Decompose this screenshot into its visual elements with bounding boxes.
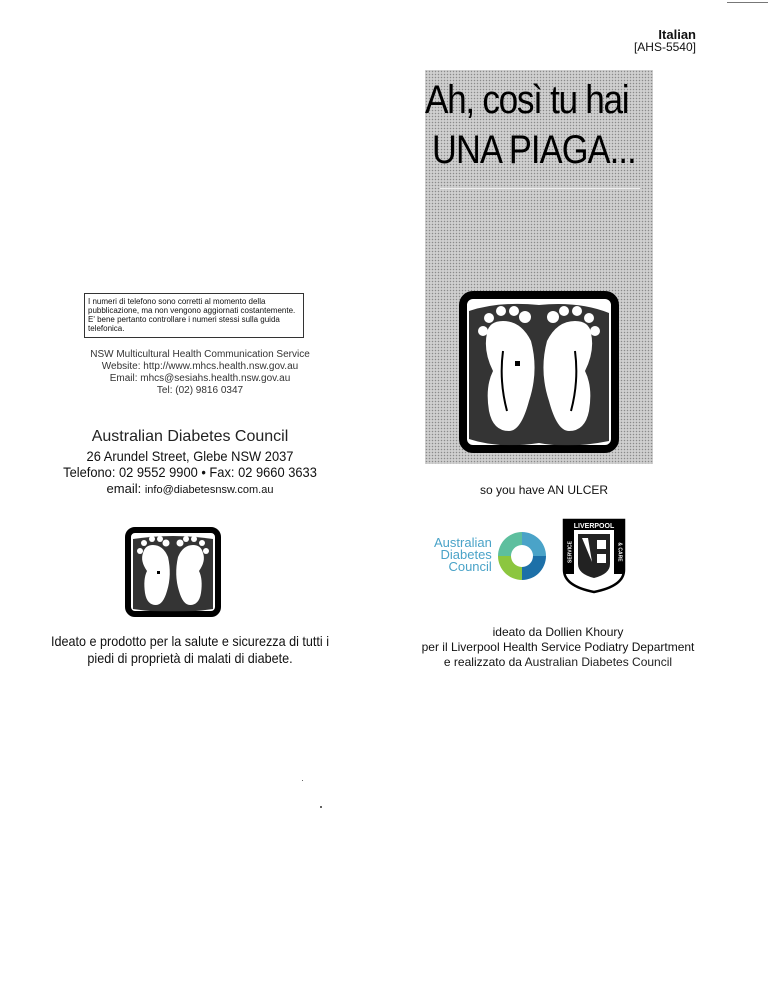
crest-right-text: & CARE xyxy=(616,542,623,562)
speck xyxy=(302,780,303,781)
cover-title-line1: Ah, così tu hai xyxy=(425,78,629,122)
adc-email xyxy=(40,481,340,496)
adc-name: Australian Diabetes Council xyxy=(91,428,289,445)
adc-logo-line2: Diabetes xyxy=(440,547,492,562)
crest-top-text: LIVERPOOL xyxy=(573,523,615,530)
nsw-email: Email: mhcs@sesiahs.health.nsw.gov.au xyxy=(109,373,291,384)
cover-divider xyxy=(440,188,640,189)
credits-line1: ideato da Dollien Khoury xyxy=(492,625,624,639)
cover-title-line2: UNA PIAGA... xyxy=(432,128,636,172)
adc-logo-ring-icon xyxy=(495,529,549,583)
feet-illustration-large xyxy=(459,291,619,453)
nsw-website: Website: http://www.mhcs.health.nsw.gov.au xyxy=(101,361,299,372)
adc-address: 26 Arundel Street, Glebe NSW 2037 xyxy=(86,448,294,464)
crest-left-text: SERVICE xyxy=(567,541,574,563)
credits-line3 xyxy=(408,655,708,670)
nsw-name: NSW Multicultural Health Communication Service xyxy=(90,349,310,360)
tagline-line2: piedi di proprietà di malati di diabete. xyxy=(87,650,293,666)
credits-line2: per il Liverpool Health Service Podiatry Department xyxy=(421,640,695,654)
adc-email-value: info@diabetesnsw.com.au xyxy=(144,484,274,496)
speck xyxy=(320,806,322,808)
adc-email-label: email: xyxy=(106,481,142,496)
tagline xyxy=(37,633,343,667)
credits-prefix: e realizzato da xyxy=(443,655,522,669)
tagline-line1: Ideato e prodotto per la salute e sicurezza di tutti i xyxy=(50,633,330,649)
feet-illustration-small xyxy=(125,527,221,617)
adc-logo-line1: Australian xyxy=(434,535,492,550)
phone-notice-box: I numeri di telefono sono corretti al momento della pubblicazione, ma non vengono aggiornati costantemente. E' bene pertanto controllare i numeri stessi sulla guida telefonica. xyxy=(84,293,304,338)
language-label: Italian xyxy=(658,27,696,42)
nsw-tel: Tel: (02) 9816 0347 xyxy=(156,385,244,396)
liverpool-crest-icon xyxy=(562,518,626,594)
credits-brand: Australian Diabetes Council xyxy=(524,655,673,669)
nsw-contact-block xyxy=(40,349,360,397)
document-code: [AHS-5540] xyxy=(633,40,696,54)
adc-logo-wordmark xyxy=(434,537,492,573)
top-edge-line xyxy=(727,2,768,3)
adc-logo-line3: Council xyxy=(448,559,492,574)
credits-block xyxy=(408,625,708,670)
cover-subtitle: so you have AN ULCER xyxy=(480,483,609,497)
adc-phone-fax: Telefono: 02 9552 9900 • Fax: 02 9660 3633 xyxy=(63,464,317,480)
